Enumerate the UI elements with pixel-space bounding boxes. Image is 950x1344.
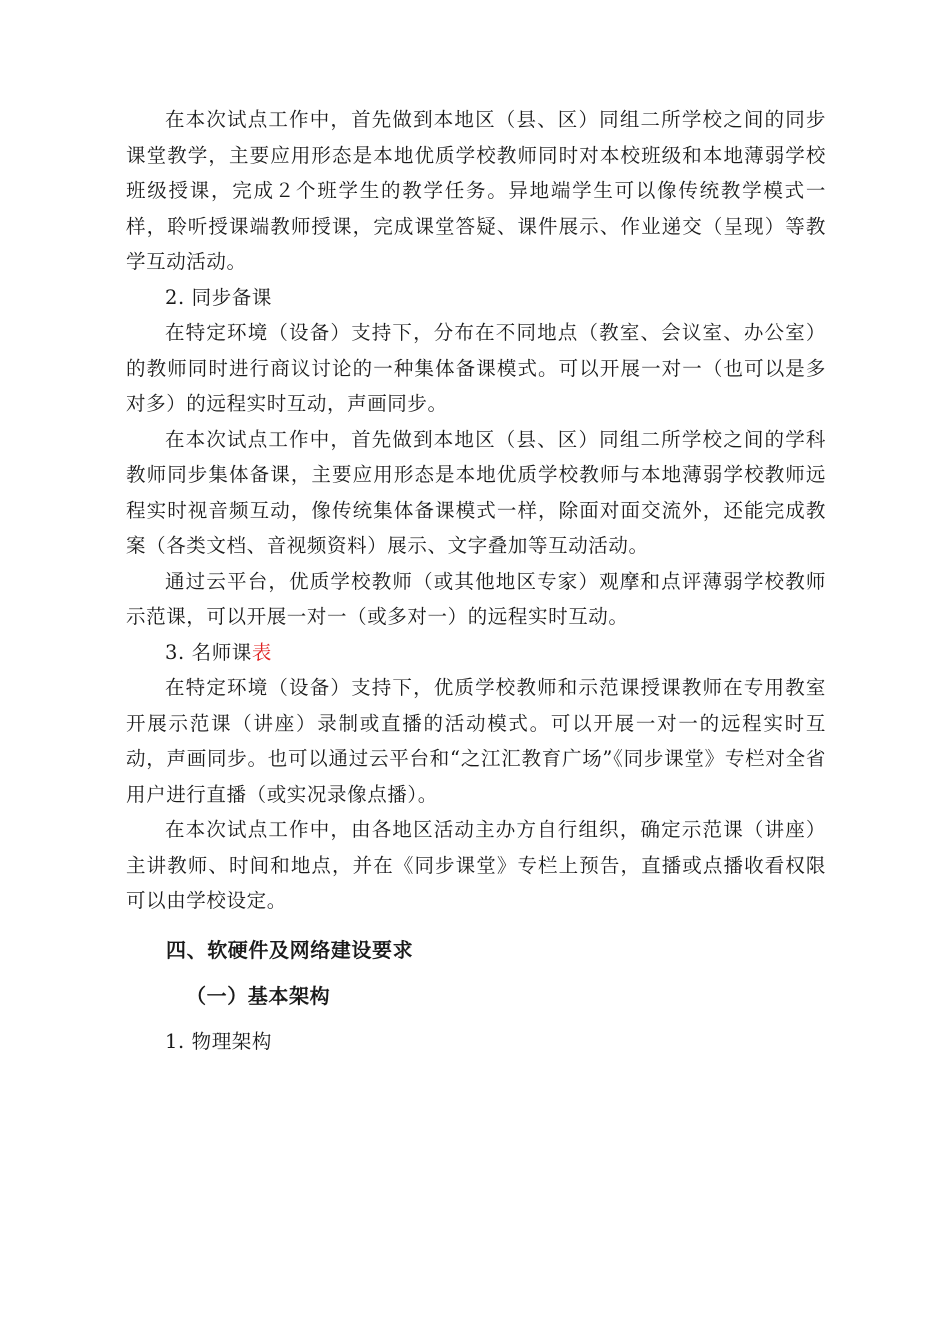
document-body xyxy=(126,102,826,1057)
subheading-famous-teacher xyxy=(126,635,826,671)
paragraph-demo-lesson: 在特定环境（设备）支持下，优质学校教师和示范课授课教师在专用教室开展示范课（讲座）录制或直播的活动模式。可以开展一对一的远程实时互动，声画同步。也可以通过云平台和“之江汇教育广场”《同步课堂》专栏对全省用户进行直播（或实况录像点播）。 xyxy=(126,676,826,806)
heading-software-hardware: 四、软硬件及网络建设要求 xyxy=(166,937,414,962)
paragraph-lesson-prep-pilot: 在本次试点工作中，首先做到本地区（县、区）同组二所学校之间的学科教师同步集体备课，主要应用形态是本地优质学校教师与本地薄弱学校教师远程实时视音频互动，像传统集体备课模式一样，除面对面交流外，还能完成教案（各类文档、音视频资料）展示、文字叠加等互动活动。 xyxy=(126,427,826,557)
paragraph-sync-teaching: 在本次试点工作中，首先做到本地区（县、区）同组二所学校之间的同步课堂教学，主要应用形态是本地优质学校教师同时对本校班级和本地薄弱学校班级授课，完成２个班学生的教学任务。异地端学生可以像传统教学模式一样，聆听授课端教师授课，完成课堂答疑、课件展示、作业递交（呈现）等教学互动活动。 xyxy=(126,108,826,273)
heading-basic-architecture: （一）基本架构 xyxy=(186,983,331,1008)
paragraph-demo-pilot: 在本次试点工作中，由各地区活动主办方自行组织，确定示范课（讲座）主讲教师、时间和地点，并在《同步课堂》专栏上预告，直播或点播收看权限可以由学校设定。 xyxy=(126,818,826,912)
paragraph-lesson-prep-definition: 在特定环境（设备）支持下，分布在不同地点（教室、会议室、办公室）的教师同时进行商议讨论的一种集体备课模式。可以开展一对一（也可以是多对多）的远程实时互动，声画同步。 xyxy=(126,321,826,415)
subheading-famous-teacher-red: 表 xyxy=(251,640,273,664)
subheading-sync-lesson-prep: 2. 同步备课 xyxy=(165,285,273,309)
heading-physical-architecture: 1. 物理架构 xyxy=(165,1029,273,1053)
subheading-famous-teacher-text: 3. 名师课 xyxy=(165,640,252,664)
paragraph-cloud-platform: 通过云平台，优质学校教师（或其他地区专家）观摩和点评薄弱学校教师示范课，可以开展一对一（或多对一）的远程实时互动。 xyxy=(126,569,826,628)
